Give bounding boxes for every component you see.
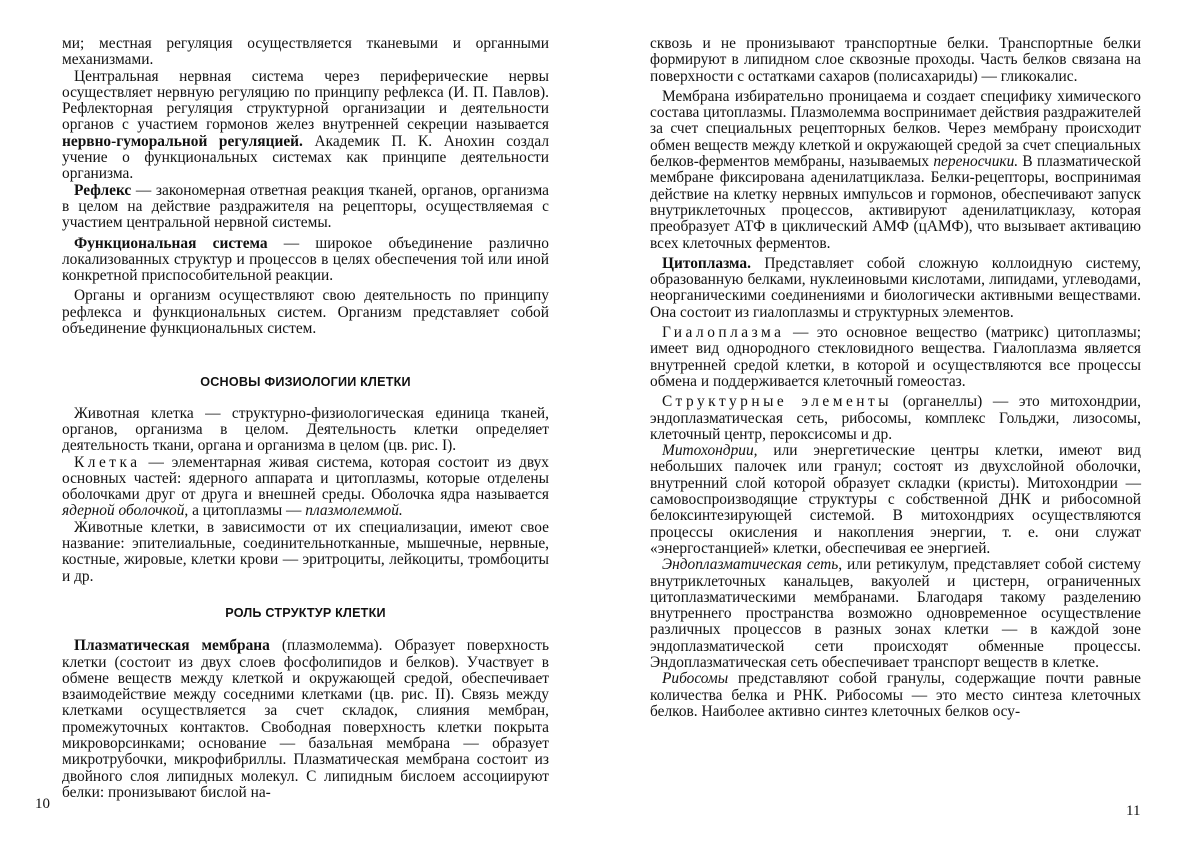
text: (плазмолемма). Образует поверхность клетки (состоит из двух слоев фосфолипидов и белков). Участвует в обмене веществ между клеткой и окружающей средой, обеспечивает взаимодействие между соседними клетками (цв. рис. II). Связь между клетками осуществляется за счет складок, слияния мембран, промежуточных контактов. Свободная поверхность клетки покрыта микроворсинками; основание — базальная мембрана — образует микротрубочки, микрофибриллы. Плазматическая мембрана состоит из двойного слоя липидных молекул. С липидным бислоем ассоциируют белки: пронизывают бислой на- bbox=[62, 637, 550, 801]
paragraph bbox=[650, 325, 1141, 390]
paragraph bbox=[650, 394, 1141, 443]
term: нервно-гуморальной регуляцией. bbox=[62, 132, 303, 150]
text: или ретикулум, представляет собой систему внутриклеточных канальцев, вакуолей и цистерн, ограниченных цитоплазматическими мембранами. Благодаря такому разделению внутреннего пространства возможно одновременное осуществление различных процессов в разных зонах клетки — в каждой зоне эндоплазматической сети происходят обменные процессы. Эндоплазматическая сеть обеспечивает транспорт веществ в клетке. bbox=[650, 556, 1142, 671]
paragraph bbox=[62, 236, 549, 285]
paragraph: Животные клетки, в зависимости от их специализации, имеют свое название: эпителиальные, соединительнотканные, мышечные, нервные, костные, жировые, клетки крови — эритроциты, лейкоциты, тромбоциты и др. bbox=[62, 518, 549, 585]
text: — широкое объединение различно локализованных структур и процессов в целях обеспечения той или иной конкретной приспособительной реакции. bbox=[62, 234, 549, 285]
paragraph bbox=[650, 89, 1141, 252]
left-page bbox=[62, 36, 549, 801]
paragraph bbox=[650, 557, 1141, 671]
italic-term: Митохондрии, bbox=[662, 442, 758, 460]
text: , а цитоплазмы — bbox=[184, 502, 306, 520]
section-heading: РОЛЬ СТРУКТУР КЛЕТКИ bbox=[225, 605, 386, 620]
text: или энергетические центры клетки, имеют вид небольших палочек или гранул; состоят из двухслойной оболочки, внутренний слой которой образует складки (кристы). Митохондрии — самовоспроизводящие структуры с собственной ДНК и рибосомной белоксинтезирующей системой. В митохондриях осуществляются процессы окисления и накопления энергии, т. е. они служат «энергостанцией» клетки, обеспечивая ее энергией. bbox=[650, 442, 1141, 557]
text: Мембрана избирательно проницаема и создает специфику химического состава цитоплазмы. Плазмолемма воспринимает действия раздражителей за счет специальных рецепторных белков. Через мембрану происходит обмен веществ между клеткой и окружающей средой за счет специальных белков-ферментов мембраны, называемых bbox=[650, 87, 1141, 171]
text: представляют собой гранулы, содержащие почти равные количества белка и РНК. Рибосомы — это место синтеза клеточных белков. Наиболее активно синтез клеточных белков осу- bbox=[650, 670, 1141, 720]
paragraph bbox=[62, 183, 549, 232]
term: Плазматическая мембрана bbox=[74, 637, 270, 655]
text: — закономерная ответная реакция тканей, органов, организма в целом на действие раздражителя на рецепторы, осуществляемая с участием центральной нервной системы. bbox=[62, 181, 549, 232]
paragraph bbox=[650, 256, 1141, 321]
text: — элементарная живая система, которая состоит из двух основных частей: ядерного аппарата и цитоплазмы, которые отделены оболочками друг от друга и внешней среды. Оболочка ядра называется bbox=[62, 453, 549, 504]
right-page bbox=[650, 36, 1141, 720]
text: Центральная нервная система через периферические нервы осуществляет нервную регуляцию по принципу рефлекса (И. П. Павлов). Рефлекторная регуляция структурной организации и деятельности органов с участием гормонов желез внутренней секреции называется bbox=[62, 67, 549, 134]
paragraph bbox=[650, 671, 1141, 720]
spaced-term: Гиалоплазма bbox=[662, 324, 785, 342]
text: — это основное вещество (матрикс) цитоплазмы; имеет вид однородного стекловидного вещества. Гиалоплазма является внутренней средой клетки, в которой и осуществляются все процессы обмена и поддерживается клеточный гомеостаз. bbox=[650, 324, 1141, 390]
paragraph: Органы и организм осуществляют свою деятельность по принципу рефлекса и функциональных систем. Организм представляет собой объединение функциональных систем. bbox=[62, 287, 549, 338]
spaced-term: Структурные элементы bbox=[662, 393, 893, 411]
text: (органеллы) — это митохондрии, эндоплазматическая сеть, рибосомы, комплекс Гольджи, лизосомы, клеточный центр, пероксисомы и др. bbox=[650, 393, 1141, 443]
text: В плазматической мембране фиксирована аденилатциклаза. Белки-рецепторы, воспринимая действие на клетку нервных импульсов и гормонов, обеспечивают запуск внутриклеточных процессов, активируют аденилатциклазу, которая преобразует АТФ в циклический АМФ (цАМФ), что вызывает активацию всех клеточных ферментов. bbox=[650, 153, 1141, 252]
page-number: 10 bbox=[35, 796, 50, 812]
section-heading: ОСНОВЫ ФИЗИОЛОГИИ КЛЕТКИ bbox=[200, 375, 411, 390]
paragraph bbox=[62, 638, 549, 801]
paragraph: Животная клетка — структурно-физиологическая единица тканей, органов, организма в целом. Деятельность клетки определяет деятельность ткани, органа и организма в целом (цв. рис. I). bbox=[62, 404, 549, 455]
paragraph: сквозь и не пронизывают транспортные белки. Транспортные белки формируют в липидном слое сквозные проходы. Часть белков связана на поверхности с остатками сахаров (полисахариды) — гликокалис. bbox=[650, 35, 1141, 85]
text: Представляет собой сложную коллоидную систему, образованную белками, нуклеиновыми кислотами, липидами, углеводами, неорганическими соединениями и биологически активными веществами. Она состоит из гиалоплазмы и структурных элементов. bbox=[650, 254, 1141, 321]
paragraph bbox=[650, 443, 1141, 557]
italic-term: Эндоплазматическая сеть, bbox=[662, 556, 843, 574]
term: Рефлекс bbox=[74, 181, 132, 199]
italic-term: Рибосомы bbox=[662, 670, 729, 688]
spaced-term: Клетка bbox=[74, 453, 141, 471]
italic-term: переносчики. bbox=[933, 153, 1019, 171]
page-number: 11 bbox=[1126, 803, 1141, 819]
paragraph: ми; местная регуляция осуществляется тканевыми и органными механизмами. bbox=[62, 35, 549, 69]
term: Функциональная система bbox=[74, 234, 268, 252]
italic-term: ядерной оболочкой bbox=[62, 502, 185, 520]
paragraph bbox=[62, 455, 549, 520]
italic-term: плазмолеммой. bbox=[305, 502, 403, 520]
term: Цитоплазма. bbox=[662, 254, 751, 272]
text: Академик П. К. Анохин создал учение о функциональных системах как принципе деятельности организма. bbox=[62, 132, 549, 183]
paragraph bbox=[62, 69, 549, 183]
